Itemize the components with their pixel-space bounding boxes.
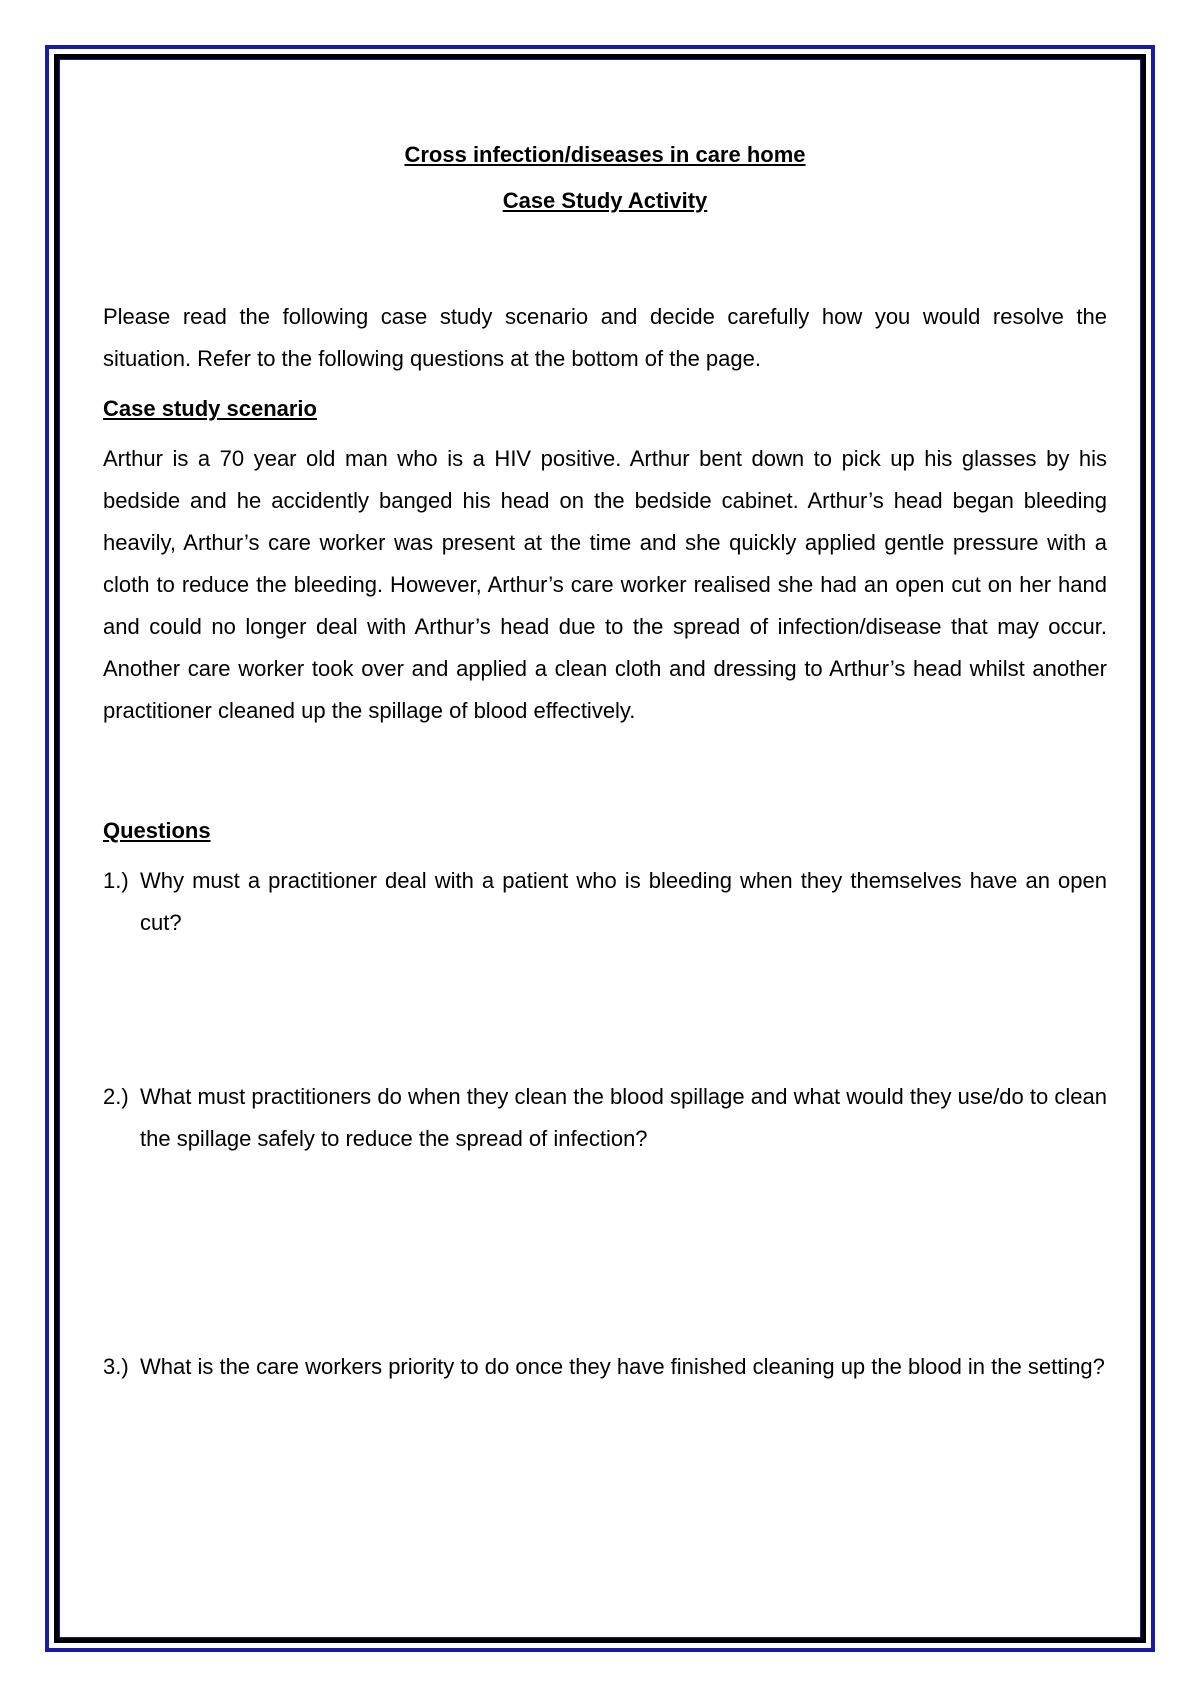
document-title: Cross infection/diseases in care home: [404, 142, 806, 167]
question-3-text: What is the care workers priority to do once they have finished cleaning up the blood in the setting?: [140, 1354, 1105, 1379]
question-3-number: 3.): [103, 1354, 129, 1379]
scenario-heading: Case study scenario: [103, 396, 317, 421]
question-2: [103, 1076, 1107, 1160]
question-1: [103, 860, 1107, 944]
question-1-text: Why must a practitioner deal with a patient who is bleeding when they themselves have an open cut?: [140, 868, 1107, 935]
question-2-text: What must practitioners do when they clean the blood spillage and what would they use/do to clean the spillage safely to reduce the spread of infection?: [140, 1084, 1107, 1151]
question-3: [103, 1346, 1107, 1388]
question-1-number: 1.): [103, 868, 129, 893]
scenario-paragraph: Arthur is a 70 year old man who is a HIV positive. Arthur bent down to pick up his glasses by his bedside and he accidently banged his head on the bedside cabinet. Arthur’s head began bleeding heavily, Arthur’s care worker was present at the time and she quickly applied gentle pressure with a cloth to reduce the bleeding. However, Arthur’s care worker realised she had an open cut on her hand and could no longer deal with Arthur’s head due to the spread of infection/disease that may occur. Another care worker took over and applied a clean cloth and dressing to Arthur’s head whilst another practitioner cleaned up the spillage of blood effectively.: [103, 446, 1107, 723]
document-subtitle: Case Study Activity: [502, 188, 708, 213]
questions-heading: Questions: [103, 818, 211, 843]
document-content: [103, 140, 1107, 1388]
intro-paragraph: Please read the following case study scenario and decide carefully how you would resolve the situation. Refer to the following questions at the bottom of the page.: [103, 304, 1107, 371]
question-2-number: 2.): [103, 1084, 129, 1109]
